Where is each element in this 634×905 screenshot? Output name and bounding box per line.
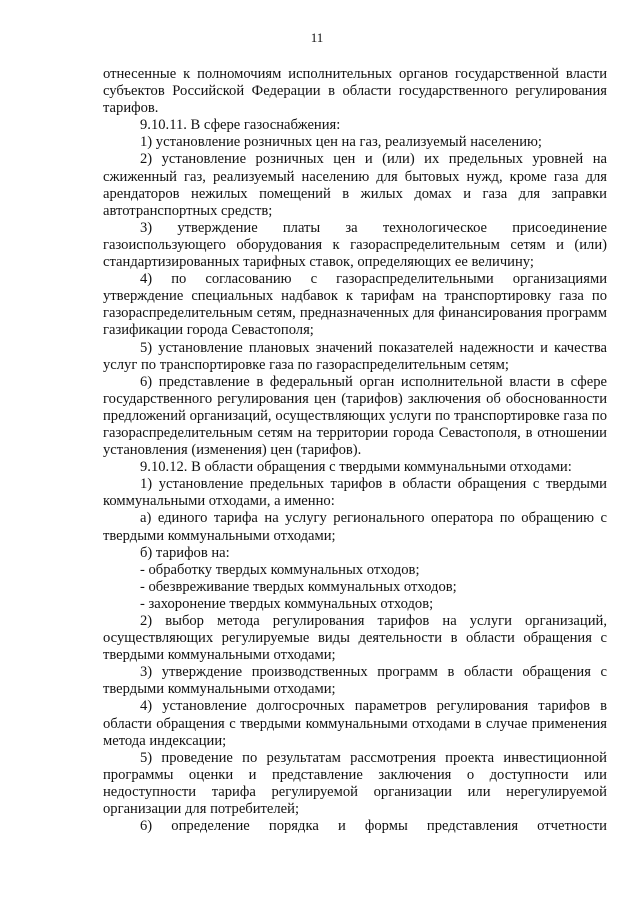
paragraph: 5) проведение по результатам рассмотрения проекта инвестиционной программы оценки и представление заключения о доступности или недоступности тарифа регулируемой организации или нерегулируемой организации для потребителей;: [103, 749, 607, 818]
paragraph: - обработку твердых коммунальных отходов;: [140, 561, 420, 578]
paragraph: 1) установление предельных тарифов в области обращения с твердыми коммунальными отходами, а именно:: [103, 476, 607, 510]
paragraph: 4) установление долгосрочных параметров регулирования тарифов в области обращения с твердыми коммунальными отходами в случае применения метода индексации;: [103, 698, 607, 749]
paragraph: 2) установление розничных цен и (или) их предельных уровней на сжиженный газ, реализуемый населению для бытовых нужд, кроме газа для арендаторов нежилых помещений в жилых домах и газа для заправки автотранспортных средств;: [103, 151, 607, 219]
paragraph: 3) утверждение платы за технологическое присоединение газоиспользующего оборудования к газораспределительным сетям и (или) стандартизированных тарифных ставок, определяющих ее величину;: [103, 219, 607, 271]
page-number: 11: [310, 30, 324, 45]
paragraph: а) единого тарифа на услугу регионального оператора по обращению с твердыми коммунальными отходами;: [103, 510, 607, 544]
paragraph: 3) утверждение производственных программ в области обращения с твердыми коммунальными отходами;: [103, 664, 607, 698]
paragraph: б) тарифов на:: [140, 544, 230, 561]
paragraph: - захоронение твердых коммунальных отходов;: [140, 595, 434, 612]
paragraph: 9.10.12. В области обращения с твердыми коммунальными отходами:: [140, 459, 572, 476]
paragraph: 2) выбор метода регулирования тарифов на услуги организаций, осуществляющих регулируемые виды деятельности в области обращения с твердыми коммунальными отходами;: [103, 613, 607, 664]
paragraph: 4) по согласованию с газораспределительными организациями утверждение специальных надбавок к тарифам на транспортировку газа по газораспределительным сетям, предназначенных для финансирования программ газификации города Севастополя;: [103, 271, 607, 339]
paragraph: отнесенные к полномочиям исполнительных органов государственной власти субъектов Российской Федерации в области государственного регулирования тарифов.: [103, 66, 607, 117]
paragraph: - обезвреживание твердых коммунальных отходов;: [140, 578, 457, 595]
paragraph: 6) представление в федеральный орган исполнительной власти в сфере государственного регулирования цен (тарифов) заключения об обоснованности предложений организаций, осуществляющих услуги по транспортировке газа по газораспределительным сетям на территории города Севастополя, в отношении установления (изменения) цен (тарифов).: [103, 373, 607, 459]
document-body: [103, 66, 607, 835]
paragraph: 1) установление розничных цен на газ, реализуемый населению;: [140, 134, 542, 151]
paragraph: 5) установление плановых значений показателей надежности и качества услуг по транспортировке газа по газораспределительным сетям;: [103, 339, 607, 373]
paragraph: 9.10.11. В сфере газоснабжения:: [140, 117, 341, 134]
paragraph: 6) определение порядка и формы представления отчетности: [140, 818, 607, 835]
